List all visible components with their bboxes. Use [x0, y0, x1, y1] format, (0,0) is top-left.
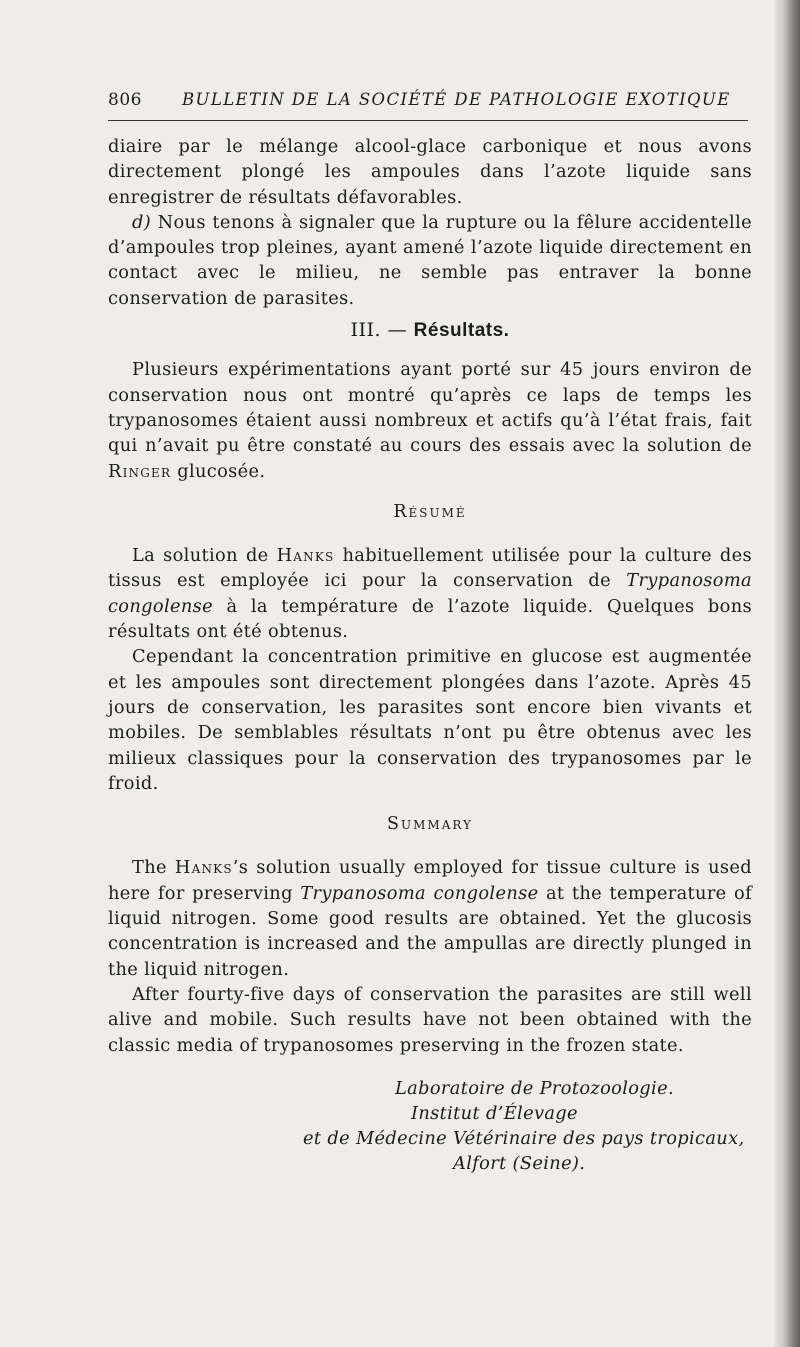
affiliation-line-1: Laboratoire de Protozoologie.: [395, 1077, 674, 1099]
affiliation-line-3: et de Médecine Vétérinaire des pays tropicaux,: [303, 1127, 745, 1149]
affiliation-line-4: Alfort (Seine).: [453, 1152, 586, 1174]
resume-text-a: La solution de: [132, 545, 277, 567]
section-heading-resultats: [108, 318, 752, 343]
resume-paragraph-1: [108, 543, 752, 644]
affiliation-signature: [108, 1076, 752, 1176]
page-edge-shadow: [774, 0, 800, 1347]
page-number: 806: [108, 90, 142, 110]
running-header: [108, 90, 748, 116]
species-name-en: Trypanosoma congolense: [300, 882, 539, 904]
author-name-ringer: Ringer: [108, 460, 172, 482]
affiliation-line-2: Institut d’Élevage: [411, 1102, 578, 1124]
item-label: d): [132, 211, 152, 233]
species-name: Trypanosoma congolense: [108, 570, 752, 617]
summary-text-a: The: [132, 857, 175, 879]
header-rule: [108, 120, 748, 121]
resume-text-c: à la température de l’azote liquide. Quelques bons résultats ont été obtenus.: [108, 595, 752, 643]
paragraph-resultats: [108, 357, 752, 483]
summary-text-b: ’s solution usually employed for tissue culture is used here for preserving: [108, 857, 752, 904]
summary-paragraph-2: After fourty-five days of conservation the parasites are still well alive and mobile. Such results have not been obtained with the classic media of trypanosomes preserving in the frozen state.: [108, 983, 752, 1056]
paragraph-d: [108, 210, 752, 311]
paragraph-resultats-text-a: Plusieurs expérimentations ayant porté sur 45 jours environ de conservation nous ont montré qu’après ce laps de temps les trypanosomes étaient aussi nombreux et actifs qu’à l’état frais, fait qui n’avait pu être constaté au cours des essais avec la solution de: [108, 359, 752, 457]
resume-heading: Résumé: [393, 501, 467, 522]
article-body: [108, 134, 752, 1176]
section-number: III. —: [350, 319, 414, 342]
paragraph-resultats-text-b: glucosée.: [171, 460, 266, 482]
summary-heading: Summary: [387, 814, 473, 835]
summary-text-c: at the temperature of liquid nitrogen. Some good results are obtained. Yet the glucosis concentration is increased and the ampullas are directly plunged in the liquid nitrogen.: [108, 882, 753, 980]
section-title: Résultats.: [413, 320, 510, 342]
author-name-hanks-en: Hanks: [174, 857, 233, 879]
paragraph-continuation: diaire par le mélange alcool-glace carbonique et nous avons directement plongé les ampoules dans l’azote liquide sans enregistrer de résultats défavorables.: [108, 136, 752, 208]
paragraph-d-text: Nous tenons à signaler que la rupture ou la fêlure accidentelle d’ampoules trop pleines, ayant amené l’azote liquide directement en contact avec le milieu, ne semble pas entraver la bonne conservation de parasites.: [108, 211, 752, 309]
resume-paragraph-2: Cependant la concentration primitive en glucose est augmentée et les ampoules sont directement plongées dans l’azote. Après 45 jours de conservation, les parasites sont encore bien vivants et mobiles. De semblables résultats n’ont pu être obtenus avec les milieux classiques pour la conservation des trypanosomes par le froid.: [108, 646, 752, 794]
author-name-hanks: Hanks: [276, 545, 335, 567]
resume-text-b: habituellement utilisée pour la culture des tissus est employée ici pour la conservation de: [108, 545, 752, 592]
summary-paragraph-1: [108, 855, 752, 981]
running-title: BULLETIN DE LA SOCIÉTÉ DE PATHOLOGIE EXOTIQUE: [182, 90, 731, 109]
